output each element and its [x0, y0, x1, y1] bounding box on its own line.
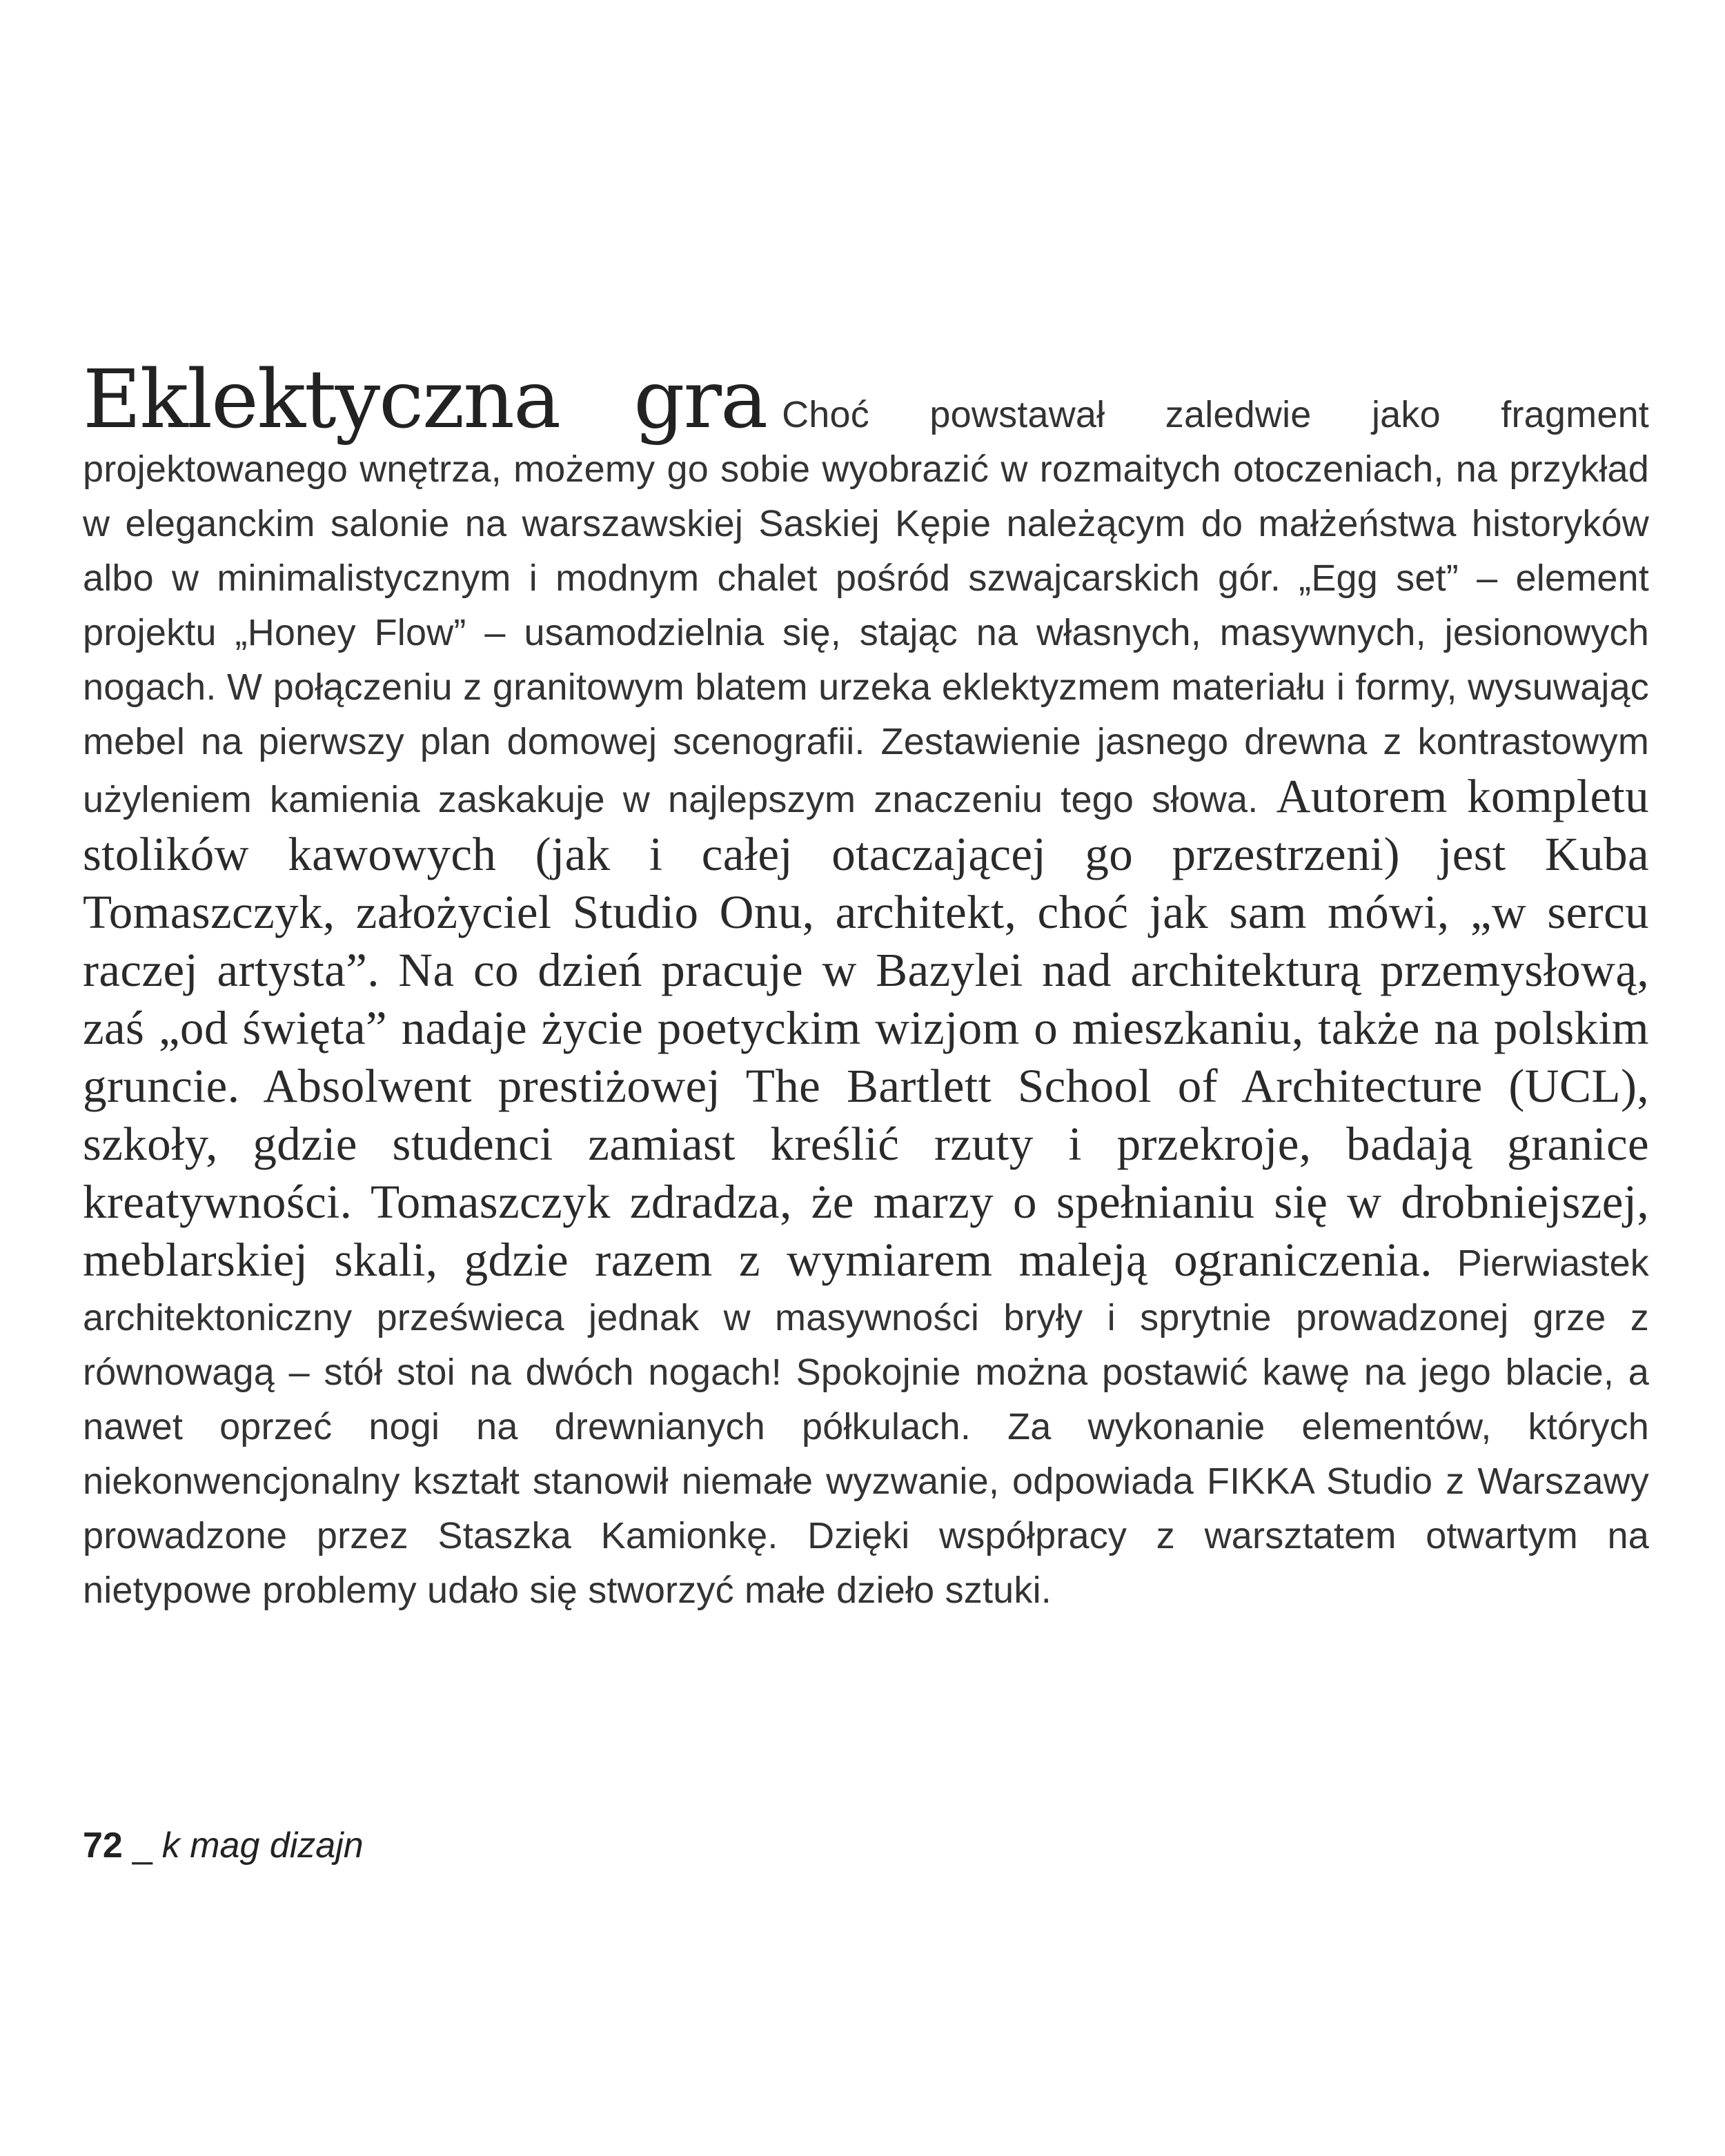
- magazine-name: k mag dizajn: [161, 1826, 364, 1866]
- article-paragraph-closing: Pierwiastek architektoniczny prześwieca jednak w masywności bryły i sprytnie prowadzonej grze z równowagą – stół stoi na dwóch nogach! Spokojnie można postawić kawę na jego blacie, a nawet oprzeć nogi na drewnianych półkulach. Za wykonanie elementów, których niekonwencjonalny kształt stanowił niemałe wyzwanie, odpowiada FIKKA Studio z Warszawy prowadzone przez Staszka Kamionkę. Dzięki współpracy z warsztatem otwartym na nietypowe problemy udało się stworzyć małe dzieło sztuki.: [83, 1243, 1650, 1611]
- article-headline: Eklektyczna gra: [83, 353, 767, 446]
- footer-separator: _: [132, 1826, 152, 1866]
- article-pull-quote: Autorem kompletu stolików kawowych (jak i całej otaczającej go przestrzeni) jest Kuba Tomaszczyk, założyciel Studio Onu, architekt, choć jak sam mówi, „w sercu raczej artysta”. Na co dzień pracuje w Bazylei nad architekturą przemysłową, zaś „od święta” nadaje życie poetyckim wizjom o mieszkaniu, także na polskim gruncie. Absolwent prestiżowej The Bartlett School of Architecture (UCL), szkoły, gdzie studenci zamiast kreślić rzuty i przekroje, badają granice kreatywności. Tomaszczyk zdradza, że marzy o spełnianiu się w drobniejszej, meblarskiej skali, gdzie razem z wymiarem maleją ograniczenia.: [83, 770, 1649, 1286]
- page-footer: [83, 1821, 364, 1870]
- article-paragraph-intro: Choć powstawał zaledwie jako fragment projektowanego wnętrza, możemy go sobie wyobrazić w rozmaitych otoczeniach, na przykład w eleganckim salonie na warszawskiej Saskiej Kępie należącym do małżeństwa historyków albo w minimalistycznym i modnym chalet pośród szwajcarskich gór. „Egg set” – element projektu „Honey Flow” – usamodzielnia się, stając na własnych, masywnych, jesionowych nogach. W połączeniu z granitowym blatem urzeka eklektyzmem materiału i formy, wysuwając mebel na pierwszy plan domowej scenografii. Zestawienie jasnego drewna z kontrastowym użyleniem kamienia zaskakuje w najlepszym znaczeniu tego słowa.: [83, 394, 1649, 820]
- page-number: 72: [83, 1826, 123, 1866]
- article-body: [83, 353, 1650, 1618]
